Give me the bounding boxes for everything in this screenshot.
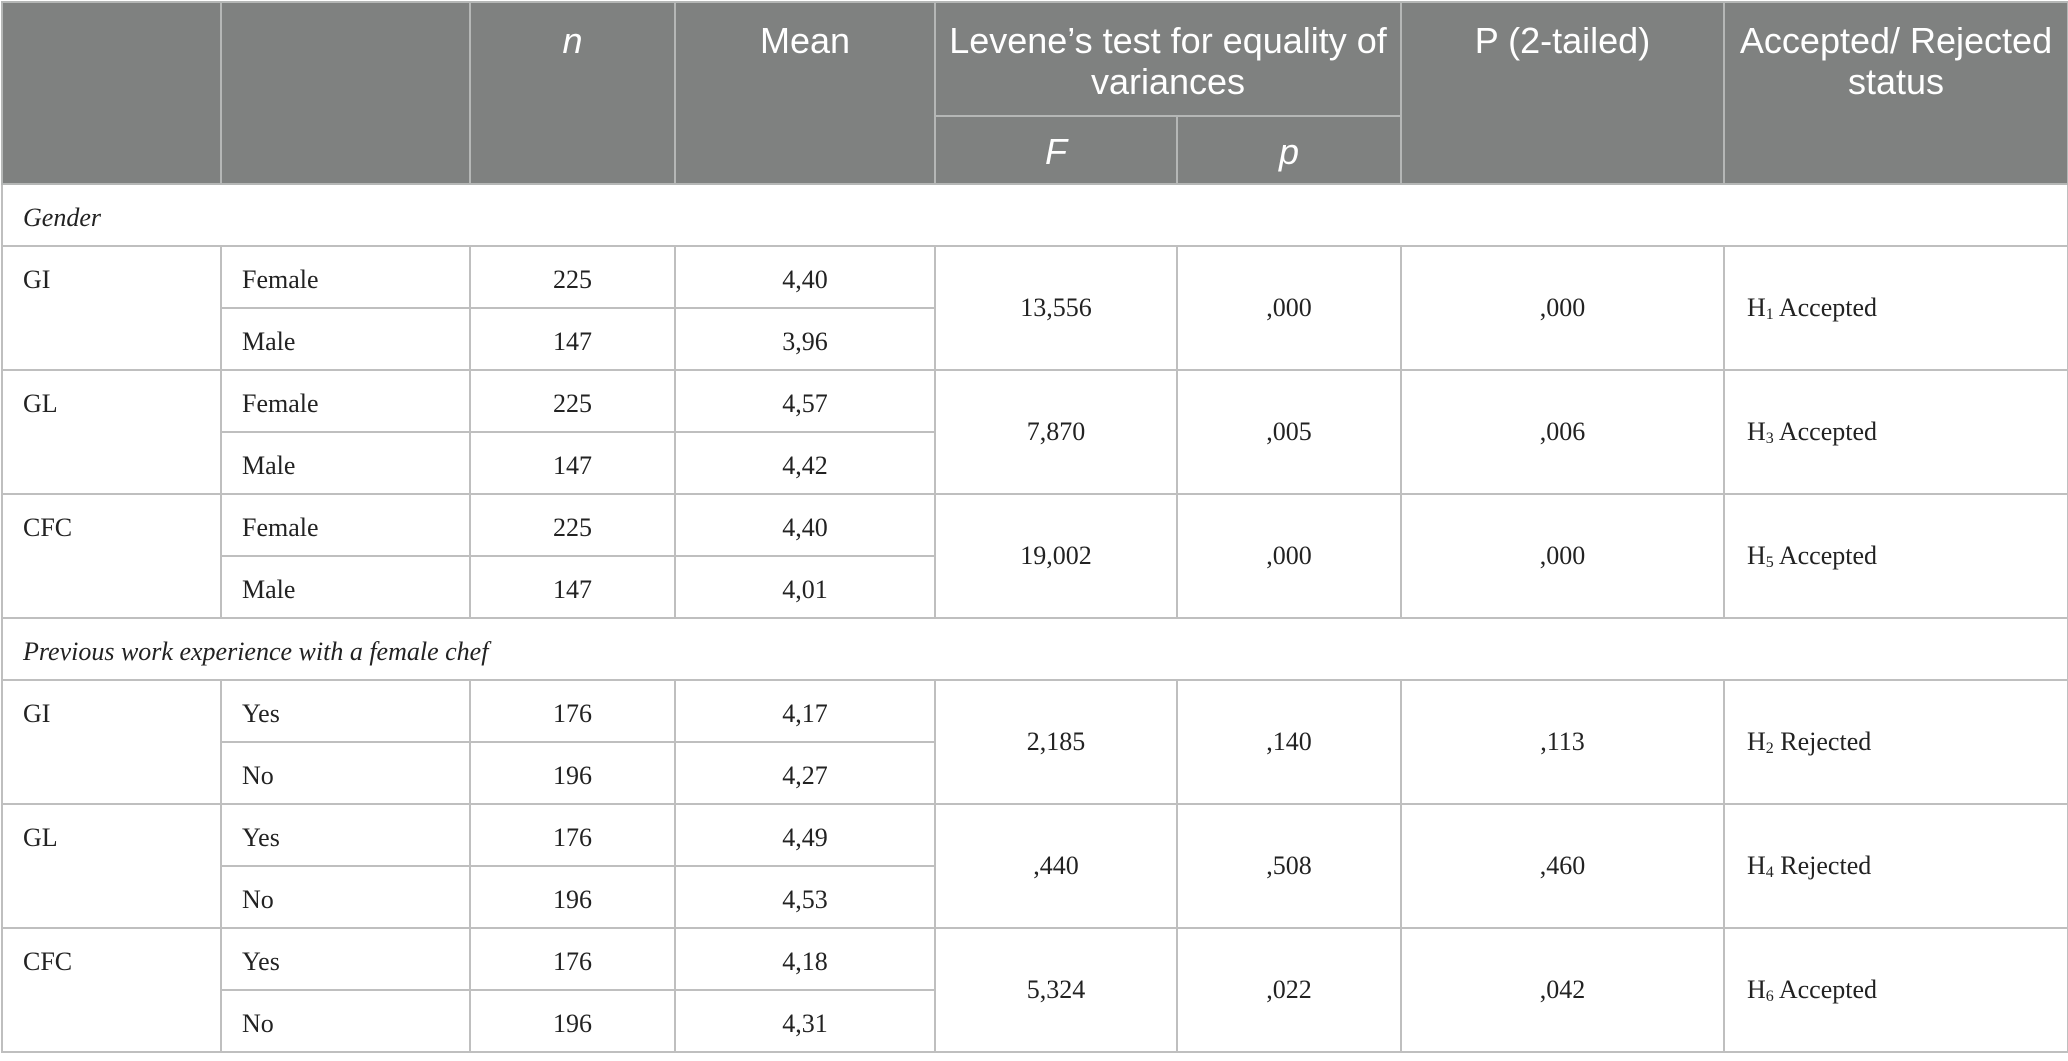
hypothesis-status [1724,370,2068,494]
variable-label: CFC [2,928,221,1052]
group-level: Female [221,370,470,432]
n-value: 176 [470,680,675,742]
n-value: 176 [470,928,675,990]
header-p: p [1177,116,1401,184]
section-row [2,184,2068,246]
p-2-tailed-value: ,042 [1401,928,1724,1052]
hypothesis-number: 3 [1765,430,1774,447]
hypothesis-letter: H [1747,975,1766,1004]
table-row [2,494,2068,556]
p-value: ,000 [1177,246,1401,370]
p-value: ,022 [1177,928,1401,1052]
f-value: 7,870 [935,370,1177,494]
mean-value: 3,96 [675,308,935,370]
n-value: 225 [470,370,675,432]
hypothesis-number: 5 [1765,554,1774,571]
group-level: Yes [221,928,470,990]
table-body [2,184,2068,1052]
section-row [2,618,2068,680]
section-title: Previous work experience with a female chef [2,618,2068,680]
hypothesis-status [1724,680,2068,804]
table-row [2,246,2068,308]
variable-label: CFC [2,494,221,618]
mean-value: 4,53 [675,866,935,928]
f-value: ,440 [935,804,1177,928]
status-text: Accepted [1778,541,1878,570]
p-value: ,508 [1177,804,1401,928]
n-value: 147 [470,556,675,618]
header-p-2-tailed: P (2-tailed) [1401,2,1724,184]
table-row [2,370,2068,432]
group-level: Female [221,494,470,556]
n-value: 147 [470,308,675,370]
mean-value: 4,57 [675,370,935,432]
table-row [2,680,2068,742]
header-blank-2 [221,2,470,184]
table-header [2,2,2068,184]
group-level: Yes [221,680,470,742]
mean-value: 4,40 [675,494,935,556]
mean-value: 4,17 [675,680,935,742]
p-2-tailed-value: ,113 [1401,680,1724,804]
n-value: 147 [470,432,675,494]
mean-value: 4,27 [675,742,935,804]
hypothesis-number: 6 [1765,988,1774,1005]
f-value: 19,002 [935,494,1177,618]
header-blank-1 [2,2,221,184]
status-text: Accepted [1778,293,1878,322]
hypothesis-number: 1 [1765,306,1774,323]
table-row [2,804,2068,866]
mean-value: 4,42 [675,432,935,494]
header-mean: Mean [675,2,935,184]
p-2-tailed-value: ,006 [1401,370,1724,494]
header-n: n [470,2,675,184]
header-status: Accepted/ Rejected status [1724,2,2068,184]
p-2-tailed-value: ,460 [1401,804,1724,928]
f-value: 5,324 [935,928,1177,1052]
f-value: 2,185 [935,680,1177,804]
results-table [1,1,2068,1053]
hypothesis-number: 4 [1765,864,1774,881]
hypothesis-status [1724,928,2068,1052]
status-text: Rejected [1780,851,1872,880]
group-level: Male [221,308,470,370]
n-value: 225 [470,494,675,556]
hypothesis-status [1724,804,2068,928]
variable-label: GL [2,804,221,928]
mean-value: 4,40 [675,246,935,308]
mean-value: 4,18 [675,928,935,990]
table-row [2,928,2068,990]
variable-label: GI [2,680,221,804]
hypothesis-letter: H [1747,417,1766,446]
p-value: ,005 [1177,370,1401,494]
status-text: Accepted [1778,417,1878,446]
hypothesis-letter: H [1747,293,1766,322]
status-text: Accepted [1778,975,1878,1004]
header-f: F [935,116,1177,184]
section-title: Gender [2,184,2068,246]
n-value: 196 [470,866,675,928]
mean-value: 4,31 [675,990,935,1052]
group-level: No [221,990,470,1052]
status-text: Rejected [1780,727,1872,756]
f-value: 13,556 [935,246,1177,370]
group-level: No [221,866,470,928]
variable-label: GI [2,246,221,370]
p-value: ,140 [1177,680,1401,804]
group-level: Male [221,556,470,618]
mean-value: 4,01 [675,556,935,618]
n-value: 176 [470,804,675,866]
hypothesis-number: 2 [1765,740,1774,757]
variable-label: GL [2,370,221,494]
group-level: Yes [221,804,470,866]
n-value: 225 [470,246,675,308]
n-value: 196 [470,742,675,804]
p-2-tailed-value: ,000 [1401,246,1724,370]
hypothesis-letter: H [1747,541,1766,570]
p-2-tailed-value: ,000 [1401,494,1724,618]
hypothesis-status [1724,246,2068,370]
mean-value: 4,49 [675,804,935,866]
group-level: Female [221,246,470,308]
hypothesis-status [1724,494,2068,618]
header-levene: Levene’s test for equality of variances [935,2,1401,116]
group-level: No [221,742,470,804]
n-value: 196 [470,990,675,1052]
p-value: ,000 [1177,494,1401,618]
hypothesis-letter: H [1747,727,1766,756]
group-level: Male [221,432,470,494]
hypothesis-letter: H [1747,851,1766,880]
